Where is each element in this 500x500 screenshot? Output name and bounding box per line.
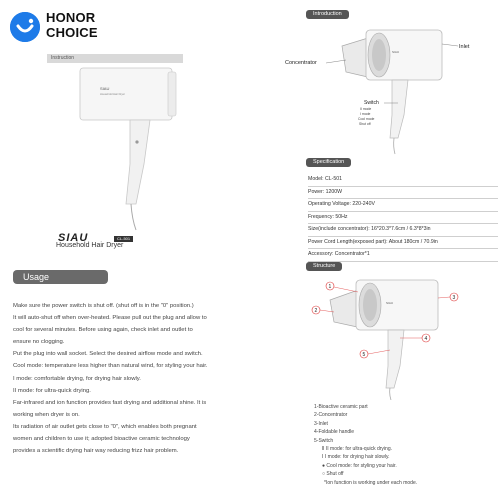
callout-4: 4 <box>424 336 428 342</box>
structure-legend <box>314 403 417 487</box>
usage-line: working when dryer is on. <box>13 411 80 418</box>
instruction-tab: Instruction <box>47 54 183 63</box>
concentrator-label: Concentrator <box>285 60 317 66</box>
switch-item: ● Cool mode: for styling your hair. <box>322 462 397 469</box>
usage-heading: Usage <box>13 270 108 284</box>
usage-line: provides a scientific drying hair way reducing frizz hair problem. <box>13 448 179 455</box>
spec-row: Accessory: Concentrator*1 <box>308 249 498 262</box>
spec-row: Operating Voltage: 220-240V <box>308 199 498 212</box>
brand-name: SIAU <box>58 232 89 244</box>
switch-mode-i: I mode <box>360 112 371 116</box>
cool-mode-dot-icon: ● <box>322 462 327 469</box>
spec-row: Model: CL-501 <box>308 174 498 187</box>
svg-text:SIAU: SIAU <box>100 86 110 91</box>
switch-item: ○ Shut off <box>322 471 344 478</box>
usage-line: I mode: comfortable drying, for drying hair slowly. <box>13 375 141 382</box>
legend-item: 1-Bioactive ceramic part <box>314 404 368 410</box>
callout-2: 2 <box>314 308 318 314</box>
callout-3: 3 <box>452 295 456 301</box>
switch-mode-ii: II mode <box>360 107 372 111</box>
usage-line: Put the plug into wall socket. Select the desired airflow mode and switch. <box>13 351 203 358</box>
honor-choice-logo-icon <box>10 12 40 42</box>
ion-note: *Ion function is working under each mode. <box>324 479 418 486</box>
structure-heading: Structure <box>306 262 342 271</box>
introduction-diagram <box>280 20 495 155</box>
legend-item: 2-Concentrator <box>314 412 348 419</box>
usage-line: cool for several minutes. Before using again, check inlet and outlet to <box>13 327 193 334</box>
spec-row: Power: 1200W <box>308 187 498 200</box>
inlet-label: Inlet <box>459 44 470 50</box>
usage-line: II mode: for ultra-quick drying. <box>13 387 91 394</box>
svg-text:Household Hair Dryer: Household Hair Dryer <box>100 93 125 96</box>
spec-row: Frequency: 50Hz <box>308 212 498 225</box>
logo-text <box>46 10 98 40</box>
usage-line: women and children to use it; adopted bioactive ceramic technology <box>13 436 190 443</box>
product-name: Household Hair Dryer <box>56 242 124 249</box>
shut-off-circle-icon: ○ <box>322 471 327 478</box>
switch-mode-off: Shut off <box>359 122 371 126</box>
switch-mode-cool: Cool mode <box>358 117 375 121</box>
logo-line-1: HONOR <box>46 10 96 25</box>
legend-item: 4-Foldable handle <box>314 429 355 436</box>
switch-label: Switch <box>364 100 379 106</box>
svg-text:SIAU: SIAU <box>386 301 394 305</box>
callout-1: 1 <box>328 284 332 290</box>
usage-line: Far-infrared and ion function provides fast drying and additional shine. It is <box>13 399 207 406</box>
spec-row: Power Cord Length(exposed part): About 180cm / 70.9in <box>308 237 498 250</box>
usage-line: ensure no clogging. <box>13 339 65 346</box>
spec-row: Size(include concentrator): 16*20.3*7.6cm / 6.3*8*3in <box>308 224 498 237</box>
usage-line: Make sure the power switch is shut off. (shut off is in the "0" position.) <box>13 303 194 309</box>
legend-item: 3-Inlet <box>314 420 328 427</box>
logo-line-2: CHOICE <box>46 25 98 40</box>
usage-line: Cool mode: temperature less higher than natural wind, for styling your hair. <box>13 363 208 370</box>
usage-line: It will auto-shut off when over-heated. Please pull out the plug and allow to <box>13 315 207 322</box>
hair-dryer-product-image <box>60 64 190 234</box>
switch-item: Ⅰ I mode: for drying hair slowly. <box>322 454 390 461</box>
usage-line: Its radiation of air outlet gets close to "0", which enables both pregnant <box>13 423 197 430</box>
i-mode-icon: Ⅰ <box>322 454 325 461</box>
switch-item: Ⅱ II mode: for ultra-quick drying. <box>322 446 392 453</box>
structure-diagram <box>300 272 495 400</box>
specification-list <box>308 174 498 262</box>
introduction-heading: Introduction <box>306 10 349 19</box>
ii-mode-icon: Ⅱ <box>322 446 326 453</box>
legend-item: 5-Switch <box>314 437 334 444</box>
specification-heading: Specification <box>306 158 351 167</box>
usage-text <box>13 300 285 457</box>
callout-5: 5 <box>362 352 366 358</box>
model-tag: CL-501 <box>114 236 133 242</box>
svg-text:SIAU: SIAU <box>392 50 400 54</box>
